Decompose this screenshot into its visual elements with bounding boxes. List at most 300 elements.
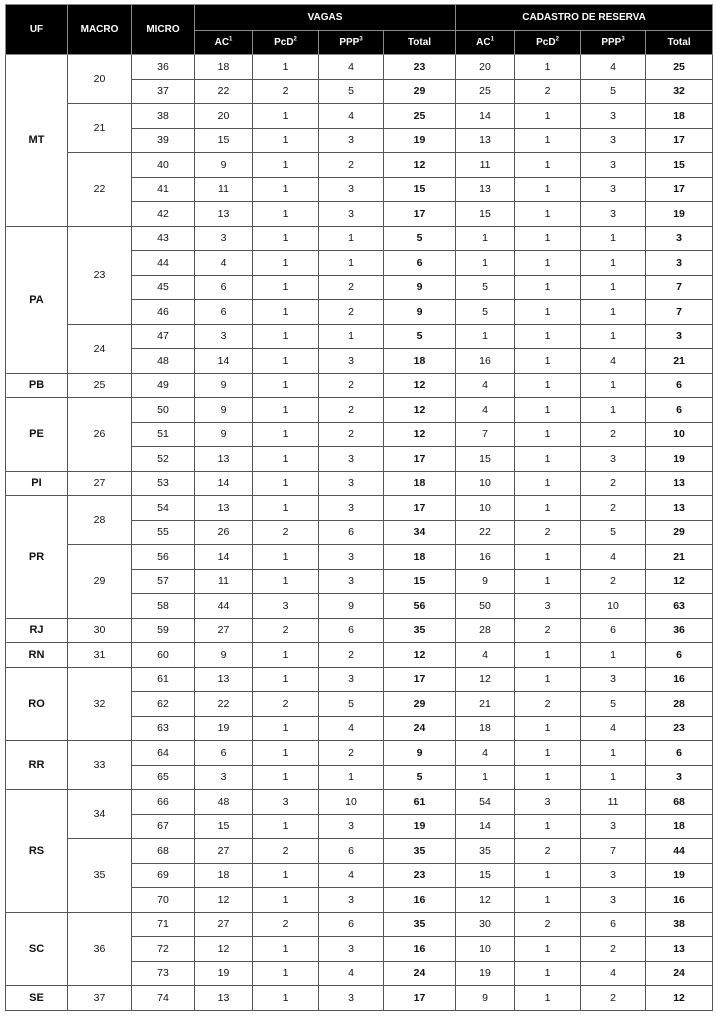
vagas-total-cell: 35 [384, 618, 456, 643]
table-row [6, 741, 713, 766]
cadastro-total-cell: 17 [646, 177, 713, 202]
cadastro-pcd-cell: 2 [515, 839, 581, 864]
cadastro-ppp-cell: 10 [581, 594, 646, 619]
cadastro-pcd-cell: 1 [515, 398, 581, 423]
cadastro-ac-cell: 28 [456, 618, 515, 643]
cadastro-pcd-cell: 1 [515, 765, 581, 790]
macro-cell: 34 [68, 790, 132, 839]
vagas-ac-cell: 14 [195, 545, 253, 570]
table-row [6, 496, 713, 521]
vagas-pcd-cell: 2 [253, 839, 319, 864]
cadastro-ppp-cell: 3 [581, 177, 646, 202]
micro-cell: 56 [132, 545, 195, 570]
macro-cell: 33 [68, 741, 132, 790]
uf-cell: RO [6, 667, 68, 741]
vagas-total-cell: 17 [384, 202, 456, 227]
cadastro-pcd-cell: 1 [515, 741, 581, 766]
vagas-ac-cell: 3 [195, 226, 253, 251]
vagas-ac-cell: 6 [195, 741, 253, 766]
vagas-total-cell: 23 [384, 863, 456, 888]
micro-cell: 71 [132, 912, 195, 937]
vagas-total-cell: 17 [384, 447, 456, 472]
micro-cell: 73 [132, 961, 195, 986]
vacancy-table-container [5, 4, 713, 1011]
vagas-pcd-cell: 1 [253, 545, 319, 570]
cadastro-ac-cell: 5 [456, 300, 515, 325]
cadastro-ppp-cell: 5 [581, 79, 646, 104]
vagas-total-cell: 29 [384, 79, 456, 104]
vagas-pcd-cell: 1 [253, 275, 319, 300]
cadastro-total-cell: 44 [646, 839, 713, 864]
vagas-ppp-cell: 4 [319, 55, 384, 80]
cadastro-ac-cell: 11 [456, 153, 515, 178]
cadastro-ac-cell: 12 [456, 888, 515, 913]
micro-cell: 38 [132, 104, 195, 129]
table-header [6, 5, 713, 55]
vagas-ac-cell: 13 [195, 447, 253, 472]
cadastro-total-cell: 6 [646, 398, 713, 423]
cadastro-total-cell: 63 [646, 594, 713, 619]
vagas-ppp-cell: 4 [319, 863, 384, 888]
cadastro-total-cell: 24 [646, 961, 713, 986]
vagas-total-cell: 35 [384, 912, 456, 937]
micro-cell: 50 [132, 398, 195, 423]
vagas-pcd-cell: 1 [253, 937, 319, 962]
cadastro-total-cell: 68 [646, 790, 713, 815]
macro-cell: 26 [68, 398, 132, 472]
cadastro-pcd-cell: 1 [515, 814, 581, 839]
uf-cell: RN [6, 643, 68, 668]
micro-cell: 43 [132, 226, 195, 251]
cadastro-ac-cell: 9 [456, 569, 515, 594]
micro-cell: 42 [132, 202, 195, 227]
vagas-ppp-cell: 2 [319, 741, 384, 766]
vagas-pcd-cell: 1 [253, 961, 319, 986]
vagas-pcd-cell: 1 [253, 569, 319, 594]
vagas-ac-cell: 9 [195, 643, 253, 668]
macro-cell: 22 [68, 153, 132, 227]
vagas-ac-cell: 27 [195, 912, 253, 937]
micro-cell: 72 [132, 937, 195, 962]
vagas-pcd-cell: 2 [253, 520, 319, 545]
cadastro-ppp-cell: 3 [581, 863, 646, 888]
vagas-ac-cell: 14 [195, 349, 253, 374]
cadastro-pcd-cell: 1 [515, 716, 581, 741]
cadastro-ppp-cell: 1 [581, 324, 646, 349]
vagas-total-cell: 25 [384, 104, 456, 129]
cadastro-ac-cell: 15 [456, 202, 515, 227]
micro-cell: 48 [132, 349, 195, 374]
uf-cell: RJ [6, 618, 68, 643]
vagas-pcd-cell: 1 [253, 251, 319, 276]
cadastro-ac-cell: 54 [456, 790, 515, 815]
vagas-total-cell: 15 [384, 569, 456, 594]
cadastro-ppp-cell: 5 [581, 692, 646, 717]
cadastro-total-cell: 10 [646, 422, 713, 447]
cadastro-pcd-cell: 1 [515, 226, 581, 251]
vagas-pcd-cell: 1 [253, 226, 319, 251]
cadastro-ppp-cell: 2 [581, 471, 646, 496]
cadastro-pcd-cell: 1 [515, 961, 581, 986]
vacancy-table [5, 4, 713, 1011]
cadastro-ppp-cell: 1 [581, 398, 646, 423]
vagas-ac-cell: 3 [195, 324, 253, 349]
cadastro-ac-cell: 25 [456, 79, 515, 104]
cadastro-total-cell: 3 [646, 251, 713, 276]
vagas-pcd-cell: 1 [253, 888, 319, 913]
micro-cell: 66 [132, 790, 195, 815]
table-row [6, 667, 713, 692]
cadastro-total-cell: 18 [646, 814, 713, 839]
table-row [6, 104, 713, 129]
vagas-ac-cell: 13 [195, 202, 253, 227]
vagas-ac-cell: 22 [195, 79, 253, 104]
macro-cell: 23 [68, 226, 132, 324]
cadastro-ppp-cell: 6 [581, 618, 646, 643]
vagas-pcd-cell: 2 [253, 79, 319, 104]
cadastro-ac-cell: 13 [456, 128, 515, 153]
vagas-ac-cell: 44 [195, 594, 253, 619]
vagas-ppp-cell: 6 [319, 520, 384, 545]
vagas-pcd-cell: 1 [253, 128, 319, 153]
cadastro-pcd-cell: 1 [515, 888, 581, 913]
vagas-ac-cell: 6 [195, 300, 253, 325]
cadastro-pcd-cell: 1 [515, 471, 581, 496]
vagas-ppp-cell: 3 [319, 937, 384, 962]
vagas-ppp-cell: 3 [319, 349, 384, 374]
vagas-ac-cell: 13 [195, 986, 253, 1011]
header-uf: UF [6, 5, 68, 55]
vagas-total-cell: 24 [384, 961, 456, 986]
vagas-ac-cell: 19 [195, 716, 253, 741]
cadastro-pcd-cell: 2 [515, 520, 581, 545]
micro-cell: 70 [132, 888, 195, 913]
micro-cell: 62 [132, 692, 195, 717]
vagas-pcd-cell: 1 [253, 104, 319, 129]
cadastro-ac-cell: 4 [456, 373, 515, 398]
table-body [6, 55, 713, 1011]
cadastro-total-cell: 12 [646, 986, 713, 1011]
table-row [6, 373, 713, 398]
cadastro-ac-cell: 50 [456, 594, 515, 619]
cadastro-pcd-cell: 1 [515, 55, 581, 80]
vagas-pcd-cell: 1 [253, 422, 319, 447]
macro-cell: 27 [68, 471, 132, 496]
vagas-ppp-cell: 4 [319, 716, 384, 741]
vagas-total-cell: 5 [384, 226, 456, 251]
micro-cell: 69 [132, 863, 195, 888]
uf-cell: PB [6, 373, 68, 398]
cadastro-ppp-cell: 3 [581, 667, 646, 692]
micro-cell: 40 [132, 153, 195, 178]
uf-cell: PE [6, 398, 68, 472]
vagas-ac-cell: 11 [195, 177, 253, 202]
cadastro-ppp-cell: 6 [581, 912, 646, 937]
vagas-ac-cell: 15 [195, 128, 253, 153]
vagas-ac-cell: 26 [195, 520, 253, 545]
micro-cell: 60 [132, 643, 195, 668]
vagas-pcd-cell: 1 [253, 986, 319, 1011]
vagas-ppp-cell: 3 [319, 569, 384, 594]
cadastro-total-cell: 21 [646, 349, 713, 374]
cadastro-ppp-cell: 3 [581, 814, 646, 839]
micro-cell: 46 [132, 300, 195, 325]
vagas-ppp-cell: 2 [319, 643, 384, 668]
cadastro-total-cell: 19 [646, 202, 713, 227]
cadastro-ac-cell: 1 [456, 324, 515, 349]
vagas-ppp-cell: 6 [319, 618, 384, 643]
vagas-ac-cell: 18 [195, 863, 253, 888]
micro-cell: 39 [132, 128, 195, 153]
micro-cell: 61 [132, 667, 195, 692]
cadastro-total-cell: 6 [646, 741, 713, 766]
cadastro-total-cell: 38 [646, 912, 713, 937]
cadastro-total-cell: 13 [646, 937, 713, 962]
macro-cell: 37 [68, 986, 132, 1011]
macro-cell: 35 [68, 839, 132, 913]
cadastro-pcd-cell: 1 [515, 104, 581, 129]
vagas-ac-cell: 27 [195, 618, 253, 643]
cadastro-ppp-cell: 3 [581, 104, 646, 129]
header-cadastro-ac: $AC^1$ [456, 31, 515, 55]
vagas-ppp-cell: 2 [319, 300, 384, 325]
vagas-total-cell: 17 [384, 667, 456, 692]
cadastro-ac-cell: 5 [456, 275, 515, 300]
vagas-total-cell: 6 [384, 251, 456, 276]
vagas-pcd-cell: 1 [253, 300, 319, 325]
table-row [6, 398, 713, 423]
cadastro-ac-cell: 16 [456, 545, 515, 570]
cadastro-pcd-cell: 1 [515, 349, 581, 374]
micro-cell: 52 [132, 447, 195, 472]
table-row [6, 839, 713, 864]
cadastro-ppp-cell: 1 [581, 226, 646, 251]
header-vagas-ppp: PPP$^3$ [319, 31, 384, 55]
vagas-pcd-cell: 1 [253, 471, 319, 496]
vagas-ac-cell: 19 [195, 961, 253, 986]
cadastro-ac-cell: 18 [456, 716, 515, 741]
cadastro-ac-cell: 4 [456, 398, 515, 423]
vagas-pcd-cell: 1 [253, 153, 319, 178]
cadastro-ppp-cell: 4 [581, 545, 646, 570]
vagas-ac-cell: 22 [195, 692, 253, 717]
cadastro-ppp-cell: 4 [581, 716, 646, 741]
header-cadastro-ppp: PPP$^3$ [581, 31, 646, 55]
vagas-pcd-cell: 2 [253, 912, 319, 937]
micro-cell: 45 [132, 275, 195, 300]
vagas-total-cell: 5 [384, 765, 456, 790]
vagas-total-cell: 12 [384, 398, 456, 423]
header-vagas-ac: $AC^1$ [195, 31, 253, 55]
uf-cell: PA [6, 226, 68, 373]
cadastro-ppp-cell: 2 [581, 496, 646, 521]
micro-cell: 55 [132, 520, 195, 545]
cadastro-ppp-cell: 7 [581, 839, 646, 864]
cadastro-pcd-cell: 1 [515, 251, 581, 276]
cadastro-pcd-cell: 1 [515, 569, 581, 594]
vagas-ac-cell: 12 [195, 937, 253, 962]
uf-cell: MT [6, 55, 68, 227]
vagas-ac-cell: 9 [195, 153, 253, 178]
cadastro-ac-cell: 13 [456, 177, 515, 202]
table-row [6, 618, 713, 643]
vagas-ppp-cell: 1 [319, 324, 384, 349]
header-macro: MACRO [68, 5, 132, 55]
micro-cell: 58 [132, 594, 195, 619]
vagas-ac-cell: 18 [195, 55, 253, 80]
vagas-total-cell: 12 [384, 373, 456, 398]
vagas-total-cell: 16 [384, 888, 456, 913]
cadastro-total-cell: 23 [646, 716, 713, 741]
cadastro-ppp-cell: 1 [581, 300, 646, 325]
cadastro-pcd-cell: 1 [515, 300, 581, 325]
cadastro-total-cell: 12 [646, 569, 713, 594]
vagas-ppp-cell: 4 [319, 104, 384, 129]
cadastro-total-cell: 3 [646, 324, 713, 349]
micro-cell: 57 [132, 569, 195, 594]
vagas-total-cell: 34 [384, 520, 456, 545]
vagas-ppp-cell: 3 [319, 496, 384, 521]
vagas-pcd-cell: 1 [253, 667, 319, 692]
vagas-pcd-cell: 1 [253, 741, 319, 766]
vagas-pcd-cell: 1 [253, 202, 319, 227]
vagas-ppp-cell: 5 [319, 79, 384, 104]
cadastro-total-cell: 3 [646, 226, 713, 251]
vagas-total-cell: 17 [384, 986, 456, 1011]
vagas-ac-cell: 20 [195, 104, 253, 129]
cadastro-ac-cell: 35 [456, 839, 515, 864]
vagas-total-cell: 12 [384, 643, 456, 668]
cadastro-pcd-cell: 2 [515, 912, 581, 937]
vagas-total-cell: 16 [384, 937, 456, 962]
vagas-total-cell: 56 [384, 594, 456, 619]
cadastro-pcd-cell: 1 [515, 937, 581, 962]
vagas-total-cell: 18 [384, 471, 456, 496]
cadastro-total-cell: 6 [646, 643, 713, 668]
micro-cell: 59 [132, 618, 195, 643]
cadastro-pcd-cell: 2 [515, 692, 581, 717]
cadastro-ac-cell: 10 [456, 937, 515, 962]
table-row [6, 324, 713, 349]
vagas-pcd-cell: 2 [253, 692, 319, 717]
cadastro-ac-cell: 7 [456, 422, 515, 447]
vagas-ac-cell: 9 [195, 422, 253, 447]
vagas-pcd-cell: 1 [253, 765, 319, 790]
cadastro-total-cell: 3 [646, 765, 713, 790]
cadastro-ppp-cell: 1 [581, 643, 646, 668]
cadastro-pcd-cell: 1 [515, 643, 581, 668]
vagas-ac-cell: 14 [195, 471, 253, 496]
table-row [6, 912, 713, 937]
uf-cell: PI [6, 471, 68, 496]
vagas-pcd-cell: 2 [253, 618, 319, 643]
cadastro-pcd-cell: 1 [515, 545, 581, 570]
vagas-total-cell: 29 [384, 692, 456, 717]
micro-cell: 74 [132, 986, 195, 1011]
cadastro-pcd-cell: 1 [515, 496, 581, 521]
vagas-total-cell: 12 [384, 153, 456, 178]
vagas-pcd-cell: 1 [253, 177, 319, 202]
micro-cell: 53 [132, 471, 195, 496]
vagas-ppp-cell: 3 [319, 814, 384, 839]
cadastro-pcd-cell: 1 [515, 447, 581, 472]
vagas-pcd-cell: 1 [253, 814, 319, 839]
micro-cell: 65 [132, 765, 195, 790]
cadastro-ac-cell: 4 [456, 741, 515, 766]
vagas-total-cell: 17 [384, 496, 456, 521]
vagas-pcd-cell: 1 [253, 496, 319, 521]
vagas-pcd-cell: 1 [253, 398, 319, 423]
vagas-total-cell: 15 [384, 177, 456, 202]
cadastro-ppp-cell: 2 [581, 937, 646, 962]
uf-cell: SE [6, 986, 68, 1011]
cadastro-ppp-cell: 1 [581, 373, 646, 398]
cadastro-pcd-cell: 1 [515, 153, 581, 178]
cadastro-ppp-cell: 4 [581, 349, 646, 374]
cadastro-total-cell: 25 [646, 55, 713, 80]
cadastro-pcd-cell: 1 [515, 422, 581, 447]
cadastro-ac-cell: 10 [456, 471, 515, 496]
table-row [6, 226, 713, 251]
table-row [6, 643, 713, 668]
cadastro-ppp-cell: 4 [581, 55, 646, 80]
vagas-total-cell: 9 [384, 300, 456, 325]
vagas-ac-cell: 27 [195, 839, 253, 864]
vagas-pcd-cell: 1 [253, 447, 319, 472]
cadastro-ppp-cell: 3 [581, 447, 646, 472]
cadastro-pcd-cell: 1 [515, 324, 581, 349]
cadastro-ppp-cell: 1 [581, 741, 646, 766]
header-cadastro-total: Total [646, 31, 713, 55]
vagas-ppp-cell: 3 [319, 667, 384, 692]
micro-cell: 36 [132, 55, 195, 80]
cadastro-ppp-cell: 5 [581, 520, 646, 545]
uf-cell: SC [6, 912, 68, 986]
micro-cell: 54 [132, 496, 195, 521]
vagas-pcd-cell: 1 [253, 863, 319, 888]
header-vagas-total: Total [384, 31, 456, 55]
cadastro-ppp-cell: 4 [581, 961, 646, 986]
uf-cell: RR [6, 741, 68, 790]
cadastro-total-cell: 17 [646, 128, 713, 153]
cadastro-ac-cell: 9 [456, 986, 515, 1011]
header-cadastro: CADASTRO DE RESERVA [456, 5, 713, 31]
vagas-pcd-cell: 1 [253, 349, 319, 374]
vagas-total-cell: 18 [384, 545, 456, 570]
cadastro-total-cell: 7 [646, 275, 713, 300]
cadastro-total-cell: 29 [646, 520, 713, 545]
cadastro-pcd-cell: 1 [515, 275, 581, 300]
vagas-total-cell: 35 [384, 839, 456, 864]
cadastro-pcd-cell: 1 [515, 128, 581, 153]
cadastro-pcd-cell: 1 [515, 863, 581, 888]
micro-cell: 47 [132, 324, 195, 349]
cadastro-total-cell: 36 [646, 618, 713, 643]
cadastro-pcd-cell: 1 [515, 986, 581, 1011]
vagas-ppp-cell: 2 [319, 422, 384, 447]
cadastro-ac-cell: 12 [456, 667, 515, 692]
vagas-ppp-cell: 3 [319, 177, 384, 202]
cadastro-ac-cell: 30 [456, 912, 515, 937]
vagas-ppp-cell: 5 [319, 692, 384, 717]
vagas-ppp-cell: 3 [319, 545, 384, 570]
macro-cell: 29 [68, 545, 132, 619]
macro-cell: 32 [68, 667, 132, 741]
vagas-pcd-cell: 1 [253, 716, 319, 741]
micro-cell: 63 [132, 716, 195, 741]
cadastro-ppp-cell: 3 [581, 202, 646, 227]
vagas-ppp-cell: 1 [319, 765, 384, 790]
